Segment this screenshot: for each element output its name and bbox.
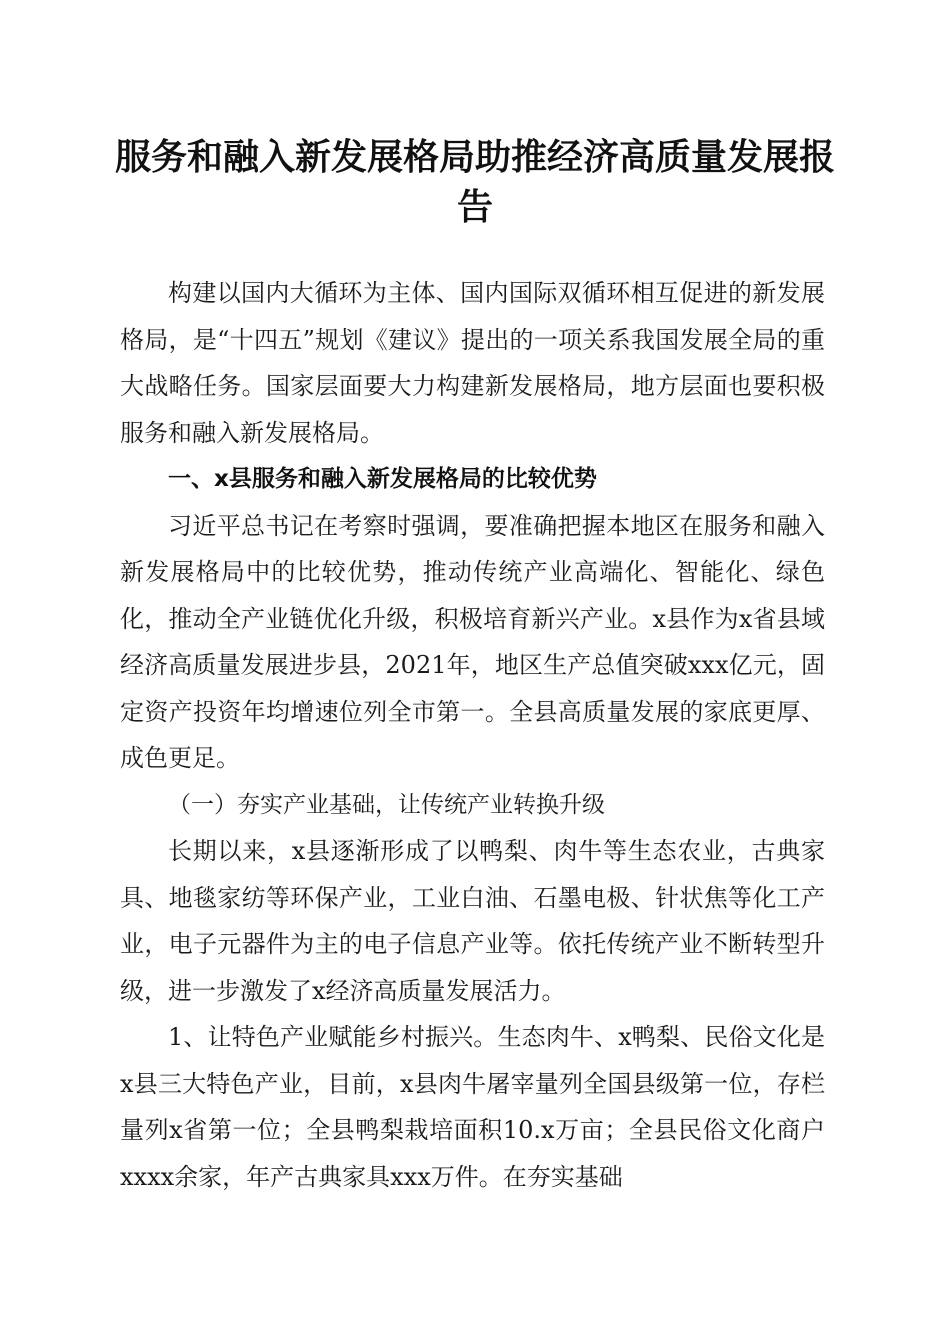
paragraph-traditional-industries: 长期以来，x县逐渐形成了以鸭梨、肉牛等生态农业，古典家具、地毯家纺等环保产业，工业白油、石墨电极、针状焦等化工产业，电子元器件为主的电子信息产业等。依托传统产业不断转型升级，进一步激发了x经济高质量发展活力。 bbox=[120, 837, 825, 1005]
paragraph-intro: 构建以国内大循环为主体、国内国际双循环相互促进的新发展格局，是“十四五”规划《建议》提出的一项关系我国发展全局的重大战略任务。国家层面要大力构建新发展格局，地方层面也要积极服务和融入新发展格局。 bbox=[120, 279, 825, 447]
document-body bbox=[120, 270, 825, 1200]
paragraph-comparative-advantage: 习近平总书记在考察时强调，要准确把握本地区在服务和融入新发展格局中的比较优势，推动传统产业高端化、智能化、绿色化，推动全产业链优化升级，积极培育新兴产业。x县作为x省县域经济高质量发展进步县，2021年，地区生产总值突破xxx亿元，固定资产投资年均增速位列全市第一。全县高质量发展的家底更厚、成色更足。 bbox=[120, 511, 825, 772]
paragraph-specialty-industries: 1、让特色产业赋能乡村振兴。生态肉牛、x鸭梨、民俗文化是x县三大特色产业，目前，x县肉牛屠宰量列全国县级第一位，存栏量列x省第一位；全县鸭梨栽培面积10.x万亩；全县民俗文化商户xxxx余家，年产古典家具xxx万件。在夯实基础 bbox=[120, 1023, 825, 1191]
section-heading-1: 一、x县服务和融入新发展格局的比较优势 bbox=[168, 466, 597, 492]
subsection-heading-1: （一）夯实产业基础，让传统产业转换升级 bbox=[168, 791, 605, 818]
document-title: 服务和融入新发展格局助推经济高质量发展报告 bbox=[114, 136, 835, 228]
